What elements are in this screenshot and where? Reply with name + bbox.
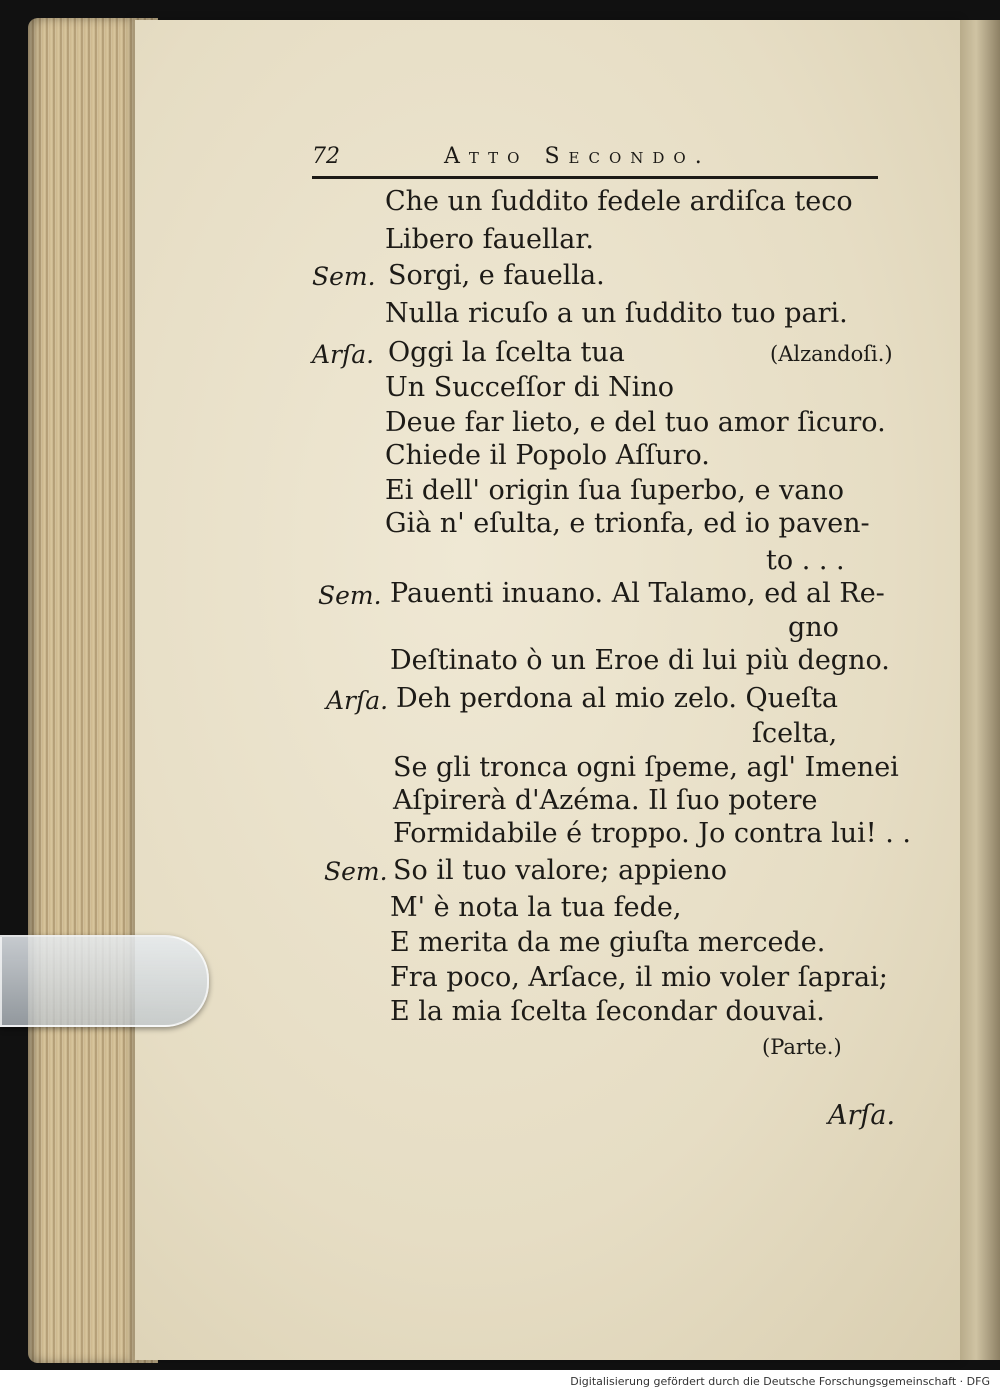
header-rule: [312, 176, 878, 179]
text-line: Deh perdona al mio zelo. Queſta: [396, 683, 838, 714]
text-line: ſcelta,: [752, 718, 838, 749]
page-number: 72: [312, 144, 340, 169]
speaker-label: Sem.: [312, 262, 376, 291]
text-line: Oggi la ſcelta tua: [388, 337, 625, 368]
text-line: M' è nota la tua fede,: [390, 892, 682, 923]
text-line: Aſpirerà d'Azéma. Il ſuo potere: [393, 785, 818, 816]
text-line: Sorgi, e fauella.: [388, 260, 605, 291]
binding-edge: [960, 20, 1000, 1360]
text-line: So il tuo valore; appieno: [393, 855, 727, 886]
text-line: E merita da me giuſta mercede.: [390, 927, 826, 958]
text-line: Libero fauellar.: [385, 224, 594, 255]
running-head: Atto Secondo.: [444, 144, 711, 169]
text-line: Deue far lieto, e del tuo amor ſicuro.: [385, 407, 886, 438]
text-line: Che un ſuddito fedele ardiſca teco: [385, 186, 853, 217]
footer-credit: Digitalisierung gefördert durch die Deutsche Forschungsgemeinschaft · DFG: [570, 1375, 990, 1388]
footer-bar: [0, 1370, 1000, 1396]
bookmark-tab: [0, 935, 209, 1027]
speaker-label: Sem.: [318, 581, 382, 610]
catchword: Arſa.: [828, 1100, 896, 1131]
text-line: Deſtinato ò un Eroe di lui più degno.: [390, 645, 890, 676]
stage-direction: (Parte.): [762, 1035, 842, 1059]
text-line: Un Succeſſor di Nino: [385, 372, 674, 403]
text-line: gno: [788, 612, 839, 643]
text-line: to . . .: [766, 545, 845, 576]
text-line: Pauenti inuano. Al Talamo, ed al Re-: [390, 578, 885, 609]
speaker-label: Sem.: [324, 857, 388, 886]
text-line: Fra poco, Arſace, il mio voler ſaprai;: [390, 962, 888, 993]
text-line: Già n' eſulta, e trionfa, ed io paven-: [385, 508, 870, 539]
speaker-label: Arſa.: [312, 340, 375, 369]
stage-direction: (Alzandoſi.): [770, 342, 893, 366]
text-line: Formidabile é troppo. Jo contra lui! . .: [393, 818, 911, 849]
text-line: Nulla ricuſo a un ſuddito tuo pari.: [385, 298, 848, 329]
text-line: Se gli tronca ogni ſpeme, agl' Imenei: [393, 752, 899, 783]
text-line: E la mia ſcelta ſecondar douvai.: [390, 996, 825, 1027]
text-line: Chiede il Popolo Aſſuro.: [385, 440, 710, 471]
speaker-label: Arſa.: [326, 686, 389, 715]
text-line: Ei dell' origin ſua ſuperbo, e vano: [385, 475, 845, 506]
